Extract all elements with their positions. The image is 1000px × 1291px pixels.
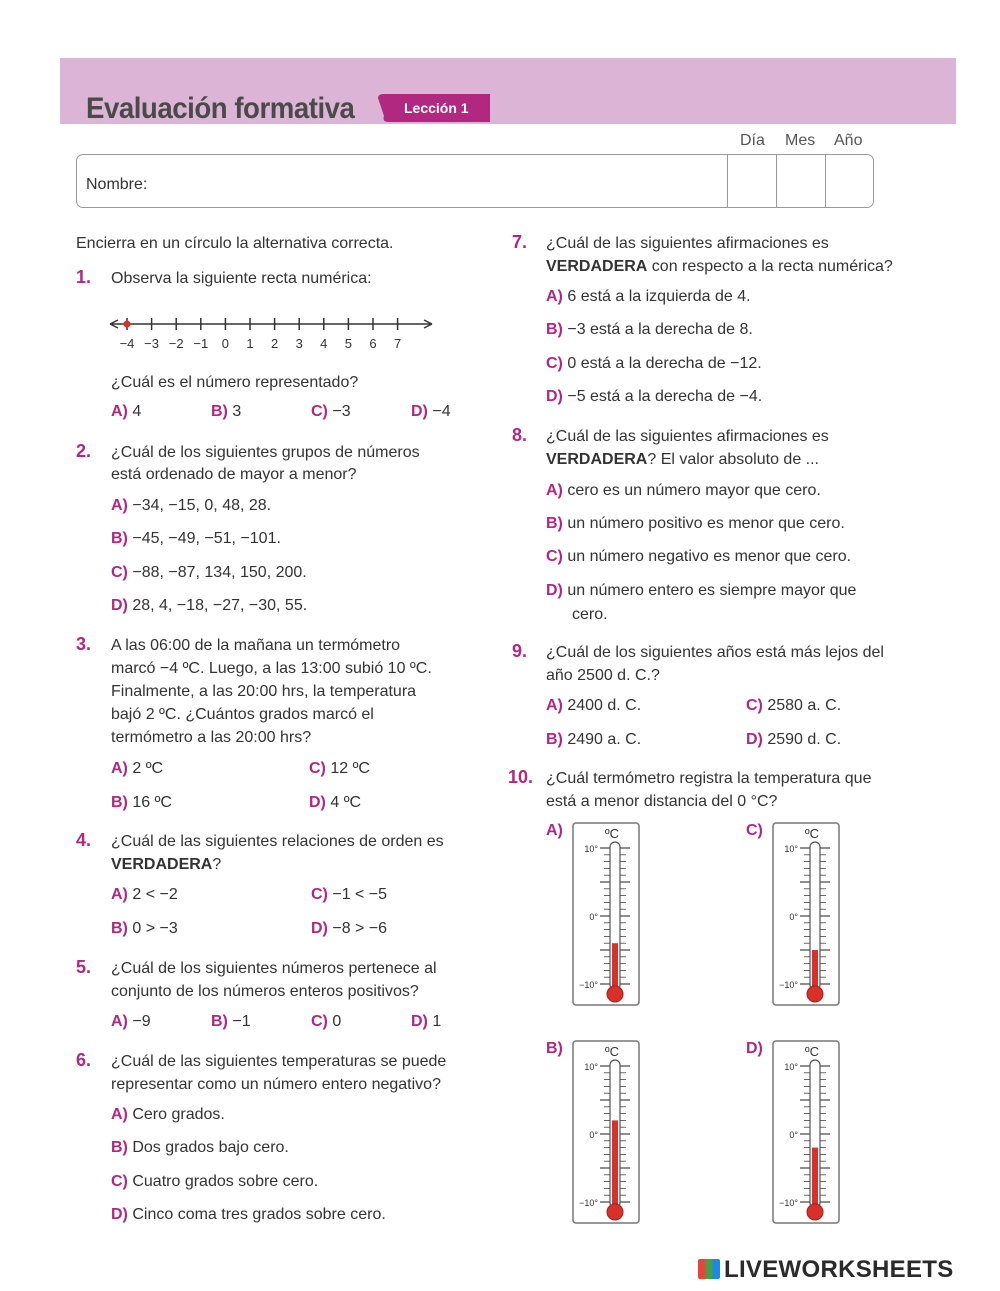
scale-label: 0° bbox=[789, 912, 798, 922]
option-letter: A) bbox=[111, 403, 128, 420]
option-text: 2 ºC bbox=[132, 760, 164, 777]
question-text-line: A las 06:00 de la mañana un termómetro bbox=[111, 637, 401, 654]
option-text: 6 está a la izquierda de 4. bbox=[567, 288, 751, 305]
option-text: 2490 a. C. bbox=[567, 731, 642, 748]
option-text: −9 bbox=[132, 1013, 151, 1030]
thermometer-frame bbox=[573, 1041, 639, 1223]
option-letter: C) bbox=[311, 403, 328, 420]
thermometer-option-d[interactable] bbox=[772, 1040, 840, 1224]
option-letter: D) bbox=[546, 388, 563, 405]
thermometer-bulb bbox=[607, 986, 623, 1002]
thermometer-option-c[interactable] bbox=[772, 822, 840, 1006]
question-number: 5. bbox=[76, 957, 92, 977]
option-b[interactable] bbox=[111, 920, 178, 938]
question-text-line: marcó −4 ºC. Luego, a las 13:00 subió 10 ºC. bbox=[111, 660, 432, 677]
question-number: 8. bbox=[512, 425, 528, 445]
question-text-line: Finalmente, a las 20:00 hrs, la temperatura bbox=[111, 683, 417, 700]
emphasis-text: VERDADERA bbox=[111, 856, 213, 873]
option-letter: A) bbox=[111, 886, 128, 903]
option-a[interactable] bbox=[111, 886, 178, 904]
number-line-label: −1 bbox=[193, 336, 209, 351]
option-letter: D) bbox=[111, 1206, 128, 1223]
option-c[interactable] bbox=[309, 760, 370, 778]
option-text: Cero grados. bbox=[132, 1106, 225, 1123]
header-band-gap bbox=[75, 124, 956, 144]
option-letter: B) bbox=[111, 920, 128, 937]
scale-label: 0° bbox=[589, 912, 598, 922]
option-text: un número entero es siempre mayor que bbox=[567, 582, 857, 599]
scale-label: 10° bbox=[784, 1062, 798, 1072]
logo-icon bbox=[698, 1259, 720, 1279]
option-letter: D) bbox=[746, 1040, 763, 1057]
option-text: 28, 4, −18, −27, −30, 55. bbox=[132, 597, 308, 614]
option-d[interactable] bbox=[311, 920, 387, 938]
option-text: 0 > −3 bbox=[132, 920, 178, 937]
thermometer-frame bbox=[573, 823, 639, 1005]
thermometer-option-a[interactable] bbox=[572, 822, 640, 1006]
question-number: 7. bbox=[512, 232, 528, 252]
option-letter: A) bbox=[546, 288, 563, 305]
option-a[interactable] bbox=[546, 697, 641, 715]
scale-label: 0° bbox=[589, 1130, 598, 1140]
option-text: 4 ºC bbox=[330, 794, 362, 811]
watermark-text: LIVEWORKSHEETS bbox=[724, 1256, 954, 1283]
mercury-column bbox=[812, 1148, 818, 1208]
option-d[interactable] bbox=[111, 597, 307, 615]
option-d[interactable] bbox=[746, 731, 841, 749]
thermometer-bulb bbox=[607, 1204, 623, 1220]
question-text-line: ¿Cuál de las siguientes afirmaciones es bbox=[546, 428, 829, 445]
question-number: 9. bbox=[512, 641, 528, 661]
option-letter: C) bbox=[311, 886, 328, 903]
thermometer-option-b[interactable] bbox=[572, 1040, 640, 1224]
question-text-line: ¿Cuál de los siguientes grupos de números bbox=[111, 444, 420, 461]
option-text: 2400 d. C. bbox=[567, 697, 642, 714]
question-text-line: representar como un número entero negativo? bbox=[111, 1076, 441, 1093]
option-d[interactable] bbox=[411, 403, 451, 421]
option-text: −45, −49, −51, −101. bbox=[132, 530, 281, 547]
option-letter: C) bbox=[111, 564, 128, 581]
question-text-line: está a menor distancia del 0 °C? bbox=[546, 793, 778, 810]
number-line-label: 5 bbox=[344, 336, 353, 351]
mercury-column bbox=[812, 950, 818, 990]
number-line-label: −4 bbox=[119, 336, 135, 351]
scale-label: 10° bbox=[784, 844, 798, 854]
unit-label: ºC bbox=[804, 1044, 820, 1059]
option-b[interactable] bbox=[111, 1139, 289, 1157]
scale-label: 10° bbox=[584, 844, 598, 854]
number-line-label: −2 bbox=[168, 336, 184, 351]
name-input[interactable] bbox=[88, 158, 718, 204]
question-text-line bbox=[546, 448, 819, 471]
scale-label: −10° bbox=[779, 1198, 798, 1208]
option-d[interactable] bbox=[546, 582, 856, 600]
question-number: 2. bbox=[76, 441, 92, 461]
option-letter: C) bbox=[309, 760, 326, 777]
option-letter: B) bbox=[211, 403, 228, 420]
number-line-label: 2 bbox=[270, 336, 279, 351]
question-text-line: ¿Cuál de los siguientes años está más lejos del bbox=[546, 644, 884, 661]
option-a[interactable] bbox=[111, 1013, 151, 1031]
option-text: 1 bbox=[432, 1013, 442, 1030]
date-label-day: Día bbox=[740, 132, 765, 149]
option-b[interactable] bbox=[211, 403, 241, 421]
question-text-line: ¿Cuál termómetro registra la temperatura que bbox=[546, 770, 872, 787]
number-line-label: 1 bbox=[246, 336, 254, 351]
question-text-line: bajó 2 ºC. ¿Cuántos grados marcó el bbox=[111, 706, 374, 723]
option-b[interactable] bbox=[211, 1013, 251, 1031]
option-a[interactable] bbox=[111, 1106, 225, 1124]
option-text: −88, −87, 134, 150, 200. bbox=[132, 564, 307, 581]
name-label: Nombre: bbox=[86, 176, 148, 193]
option-letter: A) bbox=[546, 822, 563, 839]
question-number: 3. bbox=[76, 634, 92, 654]
option-text: 2580 a. C. bbox=[767, 697, 842, 714]
option-letter: C) bbox=[311, 1013, 328, 1030]
option-letter: D) bbox=[311, 920, 328, 937]
year-input[interactable] bbox=[825, 154, 875, 208]
question-text-line: está ordenado de mayor a menor? bbox=[111, 466, 357, 483]
option-text: 16 ºC bbox=[132, 794, 172, 811]
option-letter: C) bbox=[746, 822, 763, 839]
option-text: −1 < −5 bbox=[332, 886, 388, 903]
number-line-label: −3 bbox=[144, 336, 160, 351]
option-a[interactable] bbox=[546, 482, 821, 500]
option-b[interactable] bbox=[111, 530, 281, 548]
option-text-continued: cero. bbox=[572, 606, 608, 623]
option-c[interactable] bbox=[111, 564, 307, 582]
option-text: 3 bbox=[232, 403, 242, 420]
question-number: 10. bbox=[508, 767, 534, 787]
question-number: 4. bbox=[76, 830, 92, 850]
option-d[interactable] bbox=[111, 1206, 386, 1224]
scale-label: −10° bbox=[579, 980, 598, 990]
option-letter: B) bbox=[546, 731, 563, 748]
date-label-month: Mes bbox=[785, 132, 816, 149]
option-d[interactable] bbox=[546, 388, 762, 406]
option-letter: D) bbox=[309, 794, 326, 811]
option-letter: A) bbox=[111, 1013, 128, 1030]
question-number: 6. bbox=[76, 1050, 92, 1070]
option-d[interactable] bbox=[411, 1013, 441, 1031]
question-text-rest: ? bbox=[212, 856, 222, 873]
day-input[interactable] bbox=[727, 154, 777, 208]
option-c[interactable] bbox=[311, 403, 351, 421]
question-text-rest: ? El valor absoluto de ... bbox=[647, 451, 819, 468]
question-text-line: conjunto de los números enteros positivos? bbox=[111, 983, 419, 1000]
option-letter: D) bbox=[411, 1013, 428, 1030]
option-letter: A) bbox=[546, 697, 563, 714]
option-b[interactable] bbox=[546, 321, 753, 339]
lesson-tag-label: Lección 1 bbox=[404, 100, 469, 116]
option-text: 0 bbox=[332, 1013, 342, 1030]
number-line-label: 0 bbox=[221, 336, 230, 351]
date-label-year: Año bbox=[834, 132, 863, 149]
option-text: 0 está a la derecha de −12. bbox=[567, 355, 762, 372]
emphasis-text: VERDADERA bbox=[546, 258, 648, 275]
question-text-line: ¿Cuál de las siguientes relaciones de orden es bbox=[111, 833, 444, 850]
question-text-line: ¿Cuál de las siguientes temperaturas se puede bbox=[111, 1053, 447, 1070]
emphasis-text: VERDADERA bbox=[546, 451, 648, 468]
option-b[interactable] bbox=[546, 515, 845, 533]
thermometer-bulb bbox=[807, 986, 823, 1002]
option-letter: B) bbox=[111, 530, 128, 547]
option-text: 2 < −2 bbox=[132, 886, 178, 903]
option-c[interactable] bbox=[546, 355, 762, 373]
option-text: 12 ºC bbox=[330, 760, 370, 777]
option-text: −3 bbox=[332, 403, 351, 420]
lesson-tag bbox=[378, 94, 490, 122]
option-c[interactable] bbox=[546, 548, 851, 566]
option-letter: B) bbox=[111, 1139, 128, 1156]
thermometer-frame bbox=[773, 1041, 839, 1223]
question-text-rest: con respecto a la recta numérica? bbox=[647, 258, 893, 275]
mercury-column bbox=[612, 943, 618, 990]
option-letter: B) bbox=[111, 794, 128, 811]
question-text-line bbox=[546, 255, 893, 278]
option-letter: B) bbox=[546, 515, 563, 532]
number-line-label: 4 bbox=[320, 336, 328, 351]
question-text-line: año 2500 d. C.? bbox=[546, 667, 660, 684]
unit-label: ºC bbox=[604, 1044, 620, 1059]
option-letter: C) bbox=[111, 1173, 128, 1190]
option-text: 2590 d. C. bbox=[767, 731, 842, 748]
marked-point bbox=[124, 321, 131, 328]
question-text-line: ¿Cuál de las siguientes afirmaciones es bbox=[546, 235, 829, 252]
option-letter: B) bbox=[546, 321, 563, 338]
option-c[interactable] bbox=[746, 697, 841, 715]
option-text: Cinco coma tres grados sobre cero. bbox=[132, 1206, 386, 1223]
option-letter: A) bbox=[111, 760, 128, 777]
question-text-line: termómetro a las 20:00 hrs? bbox=[111, 729, 312, 746]
scale-label: −10° bbox=[579, 1198, 598, 1208]
scale-label: 10° bbox=[584, 1062, 598, 1072]
option-letter: B) bbox=[546, 1040, 563, 1057]
option-text: cero es un número mayor que cero. bbox=[567, 482, 821, 499]
option-text: 4 bbox=[132, 403, 142, 420]
month-input[interactable] bbox=[776, 154, 826, 208]
option-letter: A) bbox=[111, 1106, 128, 1123]
question-number: 1. bbox=[76, 267, 92, 287]
liveworksheets-logo bbox=[698, 1256, 954, 1284]
option-letter: C) bbox=[546, 548, 563, 565]
option-a[interactable] bbox=[546, 288, 751, 306]
option-a[interactable] bbox=[111, 760, 163, 778]
number-line bbox=[108, 312, 438, 354]
number-line-label: 3 bbox=[295, 336, 303, 351]
question-subtext: ¿Cuál es el número representado? bbox=[111, 374, 359, 391]
option-a[interactable] bbox=[111, 403, 141, 421]
question-text-line bbox=[111, 853, 221, 876]
unit-label: ºC bbox=[804, 826, 820, 841]
option-letter: A) bbox=[546, 482, 563, 499]
option-letter: A) bbox=[111, 497, 128, 514]
thermometer-bulb bbox=[807, 1204, 823, 1220]
page-title: Evaluación formativa bbox=[86, 92, 355, 125]
scale-label: 0° bbox=[789, 1130, 798, 1140]
option-b[interactable] bbox=[111, 794, 172, 812]
option-letter: D) bbox=[411, 403, 428, 420]
option-letter: C) bbox=[546, 355, 563, 372]
unit-label: ºC bbox=[604, 826, 620, 841]
thermometer-frame bbox=[773, 823, 839, 1005]
option-c[interactable] bbox=[311, 1013, 341, 1031]
option-c[interactable] bbox=[311, 886, 387, 904]
scale-label: −10° bbox=[779, 980, 798, 990]
option-text: −5 está a la derecha de −4. bbox=[567, 388, 763, 405]
option-d[interactable] bbox=[309, 794, 361, 812]
number-line-label: 7 bbox=[393, 336, 402, 351]
option-letter: D) bbox=[746, 731, 763, 748]
option-letter: B) bbox=[211, 1013, 228, 1030]
option-letter: D) bbox=[546, 582, 563, 599]
option-text: −1 bbox=[232, 1013, 251, 1030]
option-text: un número negativo es menor que cero. bbox=[567, 548, 852, 565]
option-letter: D) bbox=[111, 597, 128, 614]
option-b[interactable] bbox=[546, 731, 641, 749]
number-line-label: 6 bbox=[369, 336, 377, 351]
option-a[interactable] bbox=[111, 497, 271, 515]
mercury-column bbox=[612, 1120, 618, 1208]
option-text: Cuatro grados sobre cero. bbox=[132, 1173, 319, 1190]
option-text: −34, −15, 0, 48, 28. bbox=[132, 497, 272, 514]
option-text: −4 bbox=[432, 403, 451, 420]
option-letter: C) bbox=[746, 697, 763, 714]
question-text: Observa la siguiente recta numérica: bbox=[111, 270, 372, 287]
option-c[interactable] bbox=[111, 1173, 318, 1191]
option-text: −8 > −6 bbox=[332, 920, 388, 937]
instructions: Encierra en un círculo la alternativa correcta. bbox=[76, 235, 394, 252]
question-text-line: ¿Cuál de los siguientes números pertenece al bbox=[111, 960, 437, 977]
option-text: Dos grados bajo cero. bbox=[132, 1139, 289, 1156]
option-text: un número positivo es menor que cero. bbox=[567, 515, 845, 532]
option-text: −3 está a la derecha de 8. bbox=[567, 321, 753, 338]
